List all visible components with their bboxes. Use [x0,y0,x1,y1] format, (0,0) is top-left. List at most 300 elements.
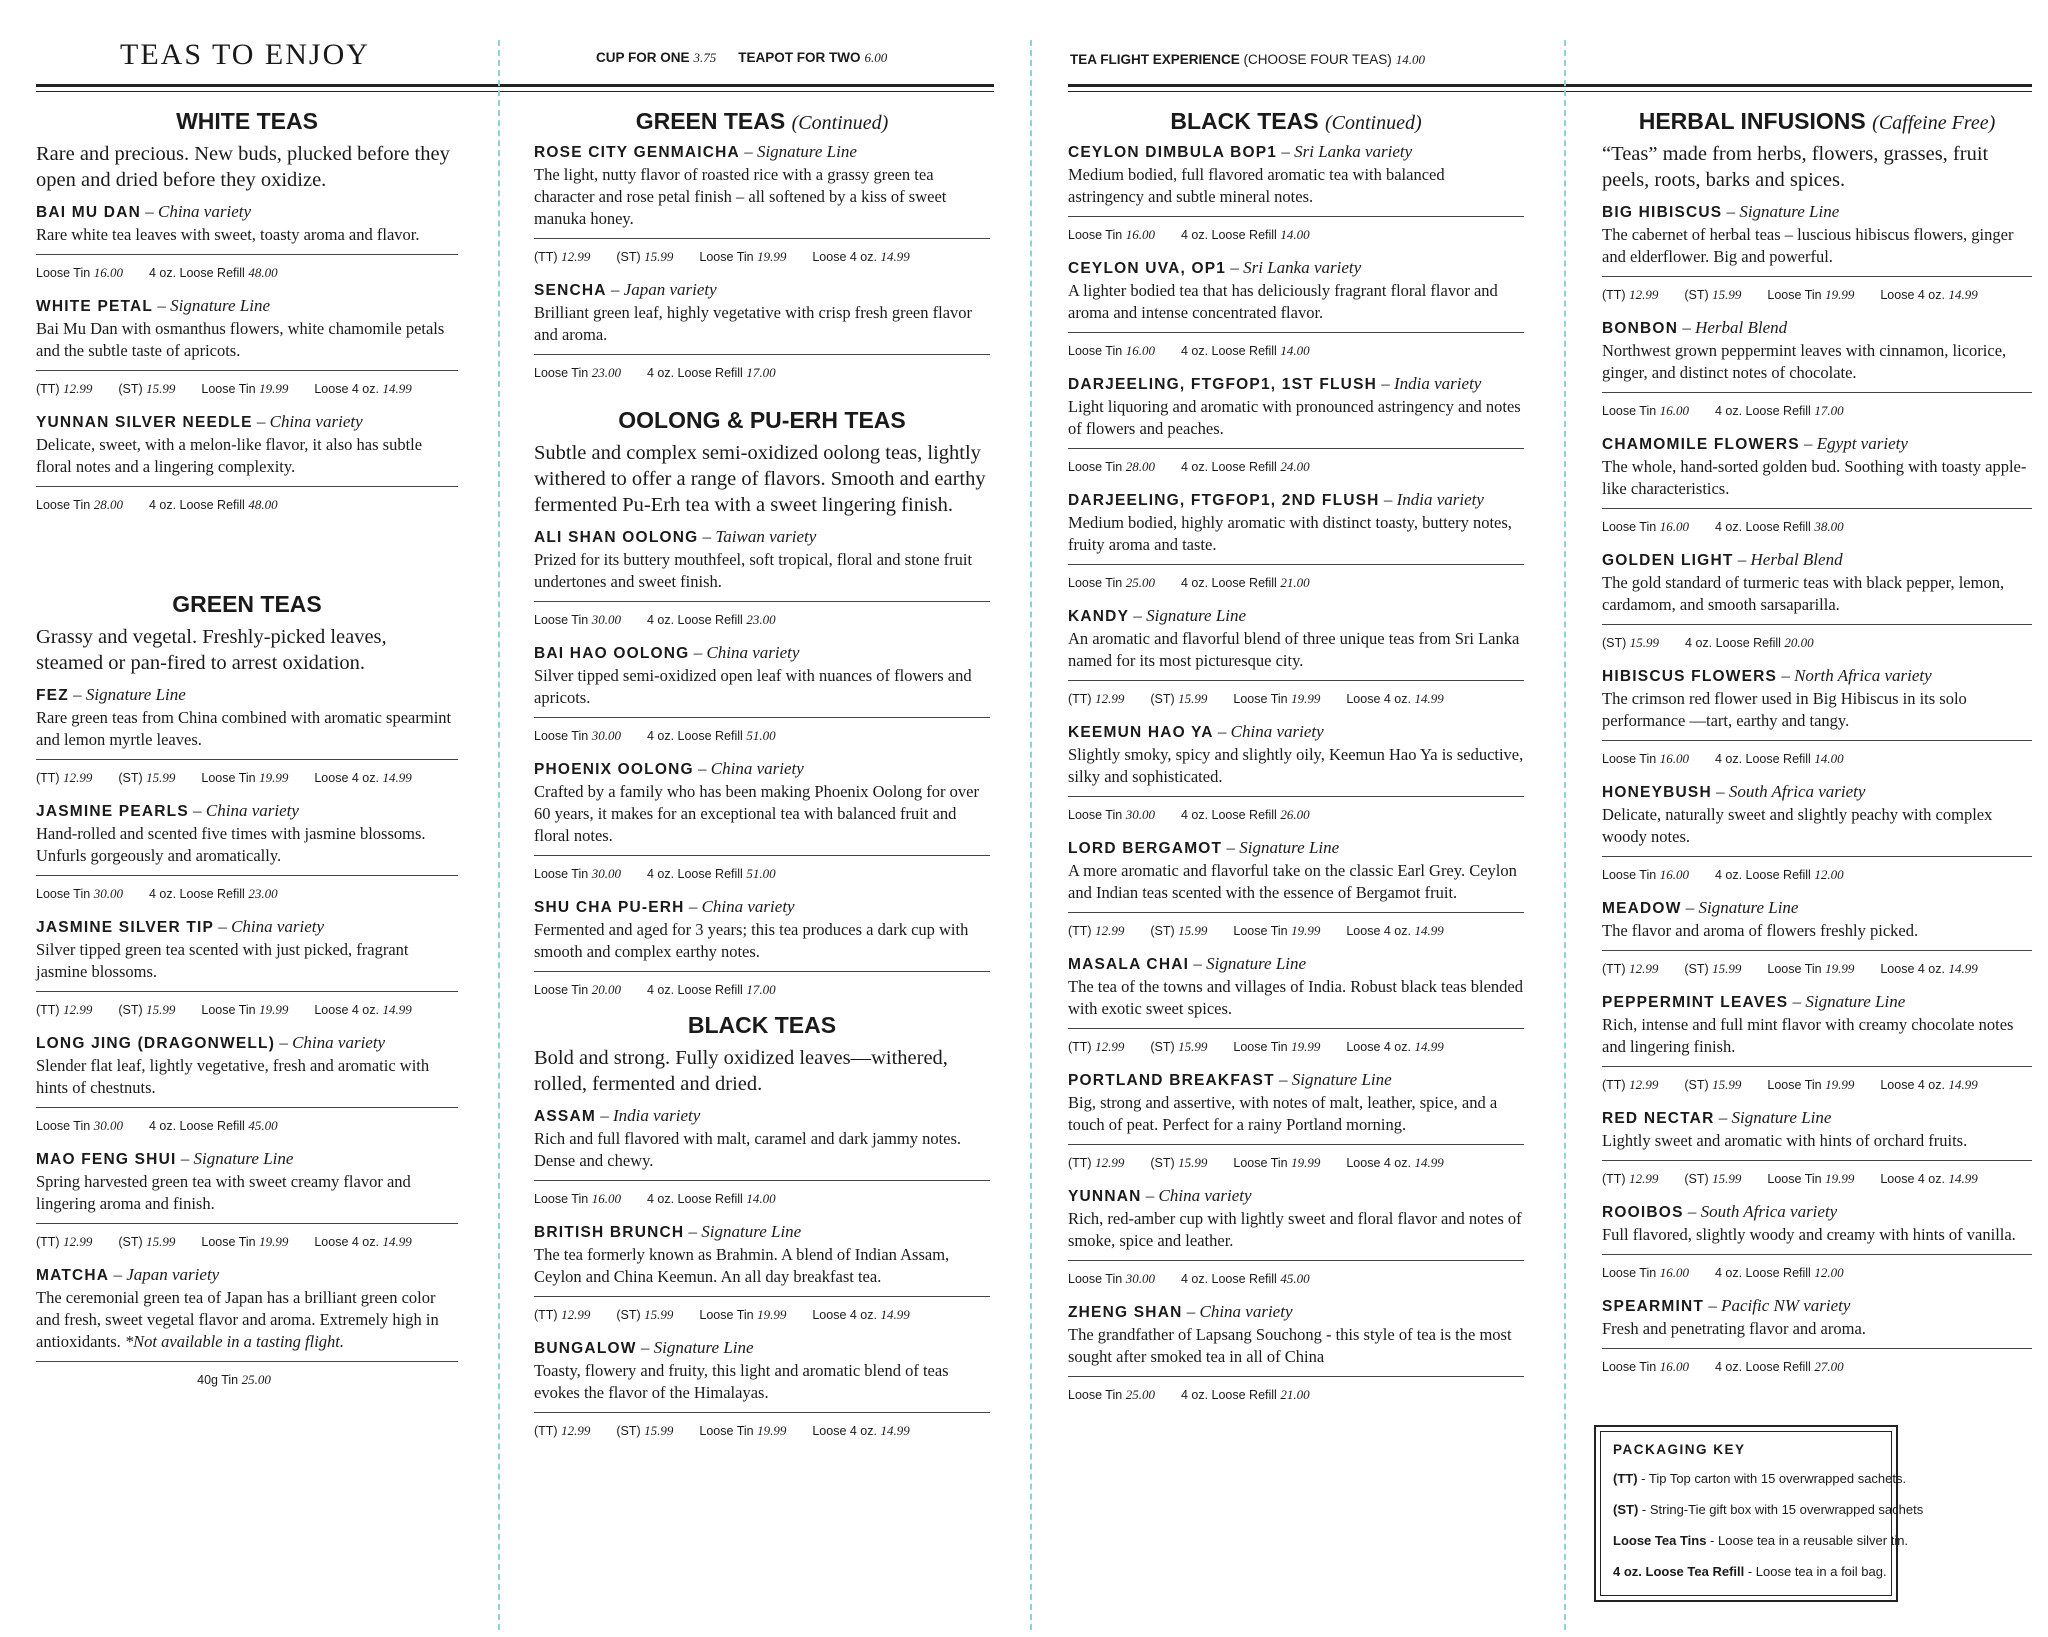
tea-name: LORD BERGAMOT [1068,840,1223,857]
price-label: (ST) [1684,962,1709,976]
price-entry [1181,576,1310,590]
variety-dash: – [739,142,757,161]
price-value: 15.99 [146,1234,176,1249]
price-label: Loose Tin [36,498,91,512]
tea-name: JASMINE SILVER TIP [36,919,215,936]
item-divider [1068,448,1524,449]
variety-dash: – [1377,374,1394,393]
tea-variety: China variety [1230,722,1324,741]
price-entry [1150,924,1207,938]
tea-variety: China variety [701,897,795,916]
price-label: (ST) [1150,1040,1175,1054]
item-divider [36,486,458,487]
tea-name-line [1602,433,2032,456]
section-title-text: BLACK TEAS [687,1012,837,1038]
price-label: Loose Tin [1068,344,1123,358]
menu-column-2 [534,108,990,1453]
price-label: 4 oz. Loose Refill [148,498,245,512]
tea-variety: Taiwan variety [715,527,817,546]
price-value: 19.99 [1825,287,1855,302]
key-term: (TT) [1613,1471,1638,1486]
key-definition: - Loose tea in a reusable silver tin. [1706,1533,1909,1548]
price-value: 26.00 [1280,807,1310,822]
tea-description-text: The flavor and aroma of flowers freshly picked. [1602,921,1919,940]
item-divider [36,1223,458,1224]
tea-prices [534,1307,990,1323]
price-entry [1068,1388,1155,1402]
price-entry [118,1003,175,1017]
variety-dash: – [1711,782,1729,801]
tea-prices [36,497,458,513]
price-label: Loose Tin [36,887,91,901]
price-entry [118,382,175,396]
tea-description [1068,744,1524,788]
tea-name: DARJEELING, FTGFOP1, 2ND FLUSH [1068,492,1380,509]
tea-name-line [534,1221,990,1244]
tea-description [1068,1324,1524,1368]
tea-name: ROSE CITY GENMAICHA [534,144,740,161]
packaging-key-row [1613,1471,1907,1487]
price-value: 30.00 [93,886,123,901]
item-divider [534,1180,990,1181]
variety-dash: – [1799,434,1817,453]
price-value: 17.00 [1814,403,1844,418]
tea-description-text: Full flavored, slightly woody and creamy with hints of vanilla. [1602,1225,2016,1244]
section-intro: Rare and precious. New buds, plucked before they open and dried before they oxidize. [36,143,450,191]
price-label: Loose Tin [534,1192,589,1206]
price-entry [699,250,786,264]
variety-dash: – [275,1033,293,1052]
key-term: 4 oz. Loose Tea Refill [1613,1564,1745,1579]
tea-description [36,1287,458,1353]
variety-dash: – [214,917,232,936]
tea-variety: India variety [612,1106,701,1125]
item-divider [1068,912,1524,913]
tea-name: ASSAM [534,1108,596,1125]
section-title-text: WHITE TEAS [176,108,318,134]
price-value: 12.00 [1814,1265,1844,1280]
tea-prices [1602,867,2032,883]
key-term: (ST) [1613,1502,1639,1517]
price-entry [647,983,776,997]
price-value: 12.99 [1095,1039,1125,1054]
price-value: 15.99 [146,381,176,396]
menu-section [534,407,990,998]
menu-header [0,0,2048,90]
price-entry [1068,1272,1155,1286]
key-term: Loose Tea Tins [1613,1533,1707,1548]
tea-prices [1068,575,1524,591]
price-entry [616,1424,673,1438]
tea-prices [534,249,990,265]
price-value: 12.99 [1629,1171,1659,1186]
tea-description [1068,1092,1524,1136]
tea-description-text: Silver tipped semi-oxidized open leaf with nuances of flowers and apricots. [534,666,972,707]
tea-item [1068,837,1524,939]
price-value: 19.99 [1825,961,1855,976]
tea-item [36,1264,458,1388]
price-label: Loose Tin [1233,692,1288,706]
price-value: 19.99 [1825,1077,1855,1092]
price-label: (TT) [36,1235,60,1249]
tea-prices [1068,343,1524,359]
price-value: 25.00 [1125,1387,1155,1402]
price-value: 14.99 [1414,923,1444,938]
price-value: 16.00 [1659,1359,1689,1374]
price-entry [534,1424,590,1438]
price-entry [1602,1172,1658,1186]
price-entry [1068,808,1155,822]
price-value: 15.99 [1178,1039,1208,1054]
tea-prices [534,982,990,998]
tea-description-text: Rare green teas from China combined with aromatic spearmint and lemon myrtle leaves. [36,708,452,749]
price-label: 4 oz. Loose Refill [1714,1360,1811,1374]
tea-name-line [534,1337,990,1360]
tea-description [534,302,990,346]
tea-variety: India variety [1396,490,1484,509]
price-entry [1602,1078,1658,1092]
price-label: (ST) [1150,924,1175,938]
variety-dash: – [1681,898,1699,917]
price-label: Loose Tin [1602,868,1657,882]
price-label: Loose Tin [534,366,589,380]
tea-name-line [1068,721,1524,744]
price-entry [1181,1388,1310,1402]
price-value: 12.99 [1629,1077,1659,1092]
tea-item [1602,1107,2032,1187]
price-value: 15.99 [1629,635,1660,650]
price-label: 4 oz. Loose Refill [1714,1266,1811,1280]
tea-description-text: The whole, hand-sorted golden bud. Soothing with toasty apple-like characteristics. [1602,457,2027,498]
price-value: 28.00 [93,497,123,512]
item-divider [534,1296,990,1297]
menu-column-4 [1602,108,2032,1389]
price-label: (TT) [1068,924,1092,938]
price-entry [118,1235,175,1249]
price-value: 23.00 [248,886,278,901]
tea-name-line [1068,953,1524,976]
item-divider [534,717,990,718]
tea-prices [1602,1077,2032,1093]
tea-description [1602,688,2032,732]
price-label: (ST) [616,250,641,264]
price-value: 12.99 [1095,691,1125,706]
variety-dash: – [1678,318,1696,337]
price-entry [699,1308,786,1322]
tea-description [1068,396,1524,440]
tea-name: PORTLAND BREAKFAST [1068,1072,1275,1089]
menu-section [1068,108,1524,1403]
tea-description [534,919,990,963]
tea-description-text: Medium bodied, full flavored aromatic tea with balanced astringency and subtle mineral notes. [1068,165,1445,206]
price-value: 14.99 [880,249,910,264]
tea-description [1068,512,1524,556]
tea-description [1068,280,1524,324]
price-label: Loose 4 oz. [314,1003,379,1017]
price-value: 24.00 [1280,459,1310,474]
price-label: (ST) [1684,288,1709,302]
section-title [534,108,990,135]
tea-name: LONG JING (DRAGONWELL) [36,1035,276,1052]
price-value: 23.00 [746,612,776,627]
price-entry [149,1119,278,1133]
price-value: 15.99 [1178,923,1208,938]
tea-name: JASMINE PEARLS [36,803,189,820]
price-value: 14.99 [1948,1171,1978,1186]
price-label: (TT) [534,1424,558,1438]
variety-dash: – [1714,1108,1732,1127]
tea-variety: China variety [158,202,252,221]
price-value: 30.00 [93,1118,123,1133]
price-entry [1068,1156,1124,1170]
price-value: 12.99 [63,381,93,396]
tea-item [1602,991,2032,1093]
tea-description [36,1171,458,1215]
tea-item [1602,665,2032,767]
price-entry [1715,752,1844,766]
tea-description [534,781,990,847]
section-intro: Grassy and vegetal. Freshly-picked leaves, steamed or pan-fired to arrest oxidation. [36,626,387,674]
tea-description [1602,224,2032,268]
price-entry [1068,460,1155,474]
price-entry [1715,868,1844,882]
key-definition: - Tip Top carton with 15 overwrapped sachets. [1637,1471,1907,1486]
price-entry [201,771,288,785]
tea-variety: India variety [1394,374,1482,393]
tea-description [534,665,990,709]
variety-dash: – [1722,202,1740,221]
price-entry [647,729,776,743]
price-entry [1346,1156,1443,1170]
price-label: Loose Tin [534,613,589,627]
tea-description [1602,804,2032,848]
tea-variety: Signature Line [1291,1070,1392,1089]
tea-item [1602,781,2032,883]
price-entry [534,1192,621,1206]
price-value: 14.99 [1948,961,1978,976]
price-entry [1715,404,1844,418]
price-entry [647,366,776,380]
tea-name: SPEARMINT [1602,1298,1705,1315]
price-entry [149,498,278,512]
tea-item [36,1032,458,1134]
price-value: 27.00 [1814,1359,1844,1374]
tea-item [534,896,990,998]
price-entry [314,382,411,396]
tea-name-line [36,684,458,707]
tea-item [534,758,990,882]
menu-section [534,108,990,381]
tea-item [1602,317,2032,419]
price-label: Loose Tin [534,983,589,997]
price-value: 12.99 [561,249,591,264]
tea-item [1068,257,1524,359]
tea-item [1068,605,1524,707]
price-label: 4 oz. Loose Refill [1714,752,1811,766]
section-title-text: GREEN TEAS [635,108,786,134]
price-entry [1602,962,1658,976]
tea-item [36,916,458,1018]
variety-dash: – [1788,992,1806,1011]
variety-dash: – [1379,490,1397,509]
price-value: 19.99 [1825,1171,1855,1186]
tea-description-text: Medium bodied, highly aromatic with distinct toasty, buttery notes, fruity aroma and taste. [1068,513,1512,554]
tea-name-line [534,279,990,302]
section-subtitle: (Continued) [791,112,889,134]
price-value: 19.99 [1291,691,1321,706]
price-label: 4 oz. Loose Refill [1180,228,1277,242]
tea-name: PEPPERMINT LEAVES [1602,994,1789,1011]
tea-description [1068,164,1524,208]
tea-description-text: Rich and full flavored with malt, caramel and dark jammy notes. Dense and chewy. [534,1129,962,1170]
price-value: 51.00 [746,866,776,881]
tea-prices [1068,1039,1524,1055]
tea-variety: China variety [292,1033,386,1052]
price-label: 4 oz. Loose Refill [1180,460,1277,474]
price-label: (ST) [118,1003,143,1017]
price-value: 16.00 [591,1191,621,1206]
price-entry [1181,344,1310,358]
price-entry [1181,460,1310,474]
item-divider [36,1361,458,1362]
variety-dash: – [1274,1070,1292,1089]
cup-label: CUP FOR ONE [596,50,690,65]
price-value: 15.99 [146,1002,176,1017]
tea-description [534,164,990,230]
tea-description-text: Fermented and aged for 3 years; this tea produces a dark cup with smooth and complex earthy notes. [534,920,969,961]
price-label: Loose 4 oz. [1346,1040,1411,1054]
section-intro: “Teas” made from herbs, flowers, grasses, fruit peels, roots, barks and spices. [1602,143,1989,191]
tea-variety: Herbal Blend [1695,318,1788,337]
serving-prices [596,50,909,66]
tea-name-line [534,896,990,919]
tea-description-text: Rich, red-amber cup with lightly sweet and floral flavor and notes of smoke, spice and leather. [1068,1209,1522,1250]
price-entry [534,250,590,264]
price-label: Loose Tin [201,382,256,396]
price-value: 12.99 [63,1002,93,1017]
price-entry [1346,692,1443,706]
price-label: Loose Tin [1233,924,1288,938]
price-value: 17.00 [746,365,776,380]
tea-variety: Pacific NW variety [1721,1296,1851,1315]
price-entry [1880,1078,1977,1092]
item-divider [1068,1260,1524,1261]
price-label: Loose Tin [1602,752,1657,766]
item-divider [1602,392,2032,393]
tea-variety: Signature Line [170,296,271,315]
tea-prices [1602,403,2032,419]
tea-name-line [534,758,990,781]
tea-name-line [36,295,458,318]
price-label: (TT) [1602,288,1626,302]
price-value: 12.99 [1629,287,1659,302]
price-value: 16.00 [93,265,123,280]
item-divider [1068,680,1524,681]
tea-name-line [1602,201,2032,224]
price-entry [1181,228,1310,242]
variety-dash: – [689,643,707,662]
item-divider [1602,740,2032,741]
item-divider [36,254,458,255]
variety-dash: – [176,1149,194,1168]
tea-description-text: Rare white tea leaves with sweet, toasty aroma and flavor. [36,225,420,244]
price-label: Loose Tin [1602,1266,1657,1280]
tea-name: KANDY [1068,608,1130,625]
variety-dash: – [698,527,716,546]
packaging-key-row [1613,1533,1909,1549]
price-value: 16.00 [1659,867,1689,882]
variety-dash: – [252,412,270,431]
tea-name: SENCHA [534,282,607,299]
price-value: 20.00 [1784,635,1814,650]
price-value: 14.99 [1948,287,1978,302]
price-entry [1684,1172,1741,1186]
price-label: Loose Tin [1068,460,1123,474]
price-value: 19.99 [1291,1039,1321,1054]
price-value: 20.00 [591,982,621,997]
price-label: 4 oz. Loose Refill [1180,576,1277,590]
price-value: 15.99 [1712,961,1742,976]
tea-name-line [36,916,458,939]
item-divider [1602,950,2032,951]
price-entry [314,1235,411,1249]
price-entry [616,1308,673,1322]
item-divider [534,354,990,355]
tea-description [1602,1224,2032,1246]
tea-description-text: Northwest grown peppermint leaves with cinnamon, licorice, ginger, and distinct notes of chocolate. [1602,341,2007,382]
column-divider [1030,40,1032,1630]
price-entry [1684,1078,1741,1092]
item-divider [1068,1028,1524,1029]
price-entry [149,887,278,901]
tea-item [534,1105,990,1207]
price-value: 19.99 [259,1002,289,1017]
variety-dash: – [1226,258,1244,277]
tea-variety: Signature Line [653,1338,754,1357]
price-value: 15.99 [1712,1077,1742,1092]
section-title [534,407,990,434]
tea-description [36,224,458,246]
item-divider [1602,1254,2032,1255]
tea-variety: North Africa variety [1794,666,1932,685]
variety-dash: – [141,202,158,221]
tea-variety: Signature Line [756,142,857,161]
price-label: Loose Tin [1767,1172,1822,1186]
tea-name-line [1068,373,1524,396]
tea-item [36,295,458,397]
tea-prices [534,866,990,882]
price-value: 21.00 [1280,1387,1310,1402]
price-label: Loose 4 oz. [812,250,877,264]
tea-description-text: Rich, intense and full mint flavor with creamy chocolate notes and lingering finish. [1602,1015,2014,1056]
tea-item [1602,1295,2032,1375]
tea-variety: Signature Line [701,1222,802,1241]
price-label: 4 oz. Loose Refill [1180,1388,1277,1402]
tea-name-line [1602,1107,2032,1130]
price-label: Loose 4 oz. [1346,924,1411,938]
tea-item [36,684,458,786]
variety-dash: – [684,1222,702,1241]
tea-name: HIBISCUS FLOWERS [1602,668,1778,685]
item-divider [1068,796,1524,797]
tea-name: ZHENG SHAN [1068,1304,1183,1321]
tea-item [1602,1201,2032,1281]
price-value: 19.99 [757,1423,787,1438]
tea-name: MEADOW [1602,900,1682,917]
tea-item [1602,549,2032,651]
tea-name: CEYLON UVA, OP1 [1068,260,1227,277]
price-value: 12.99 [561,1307,591,1322]
